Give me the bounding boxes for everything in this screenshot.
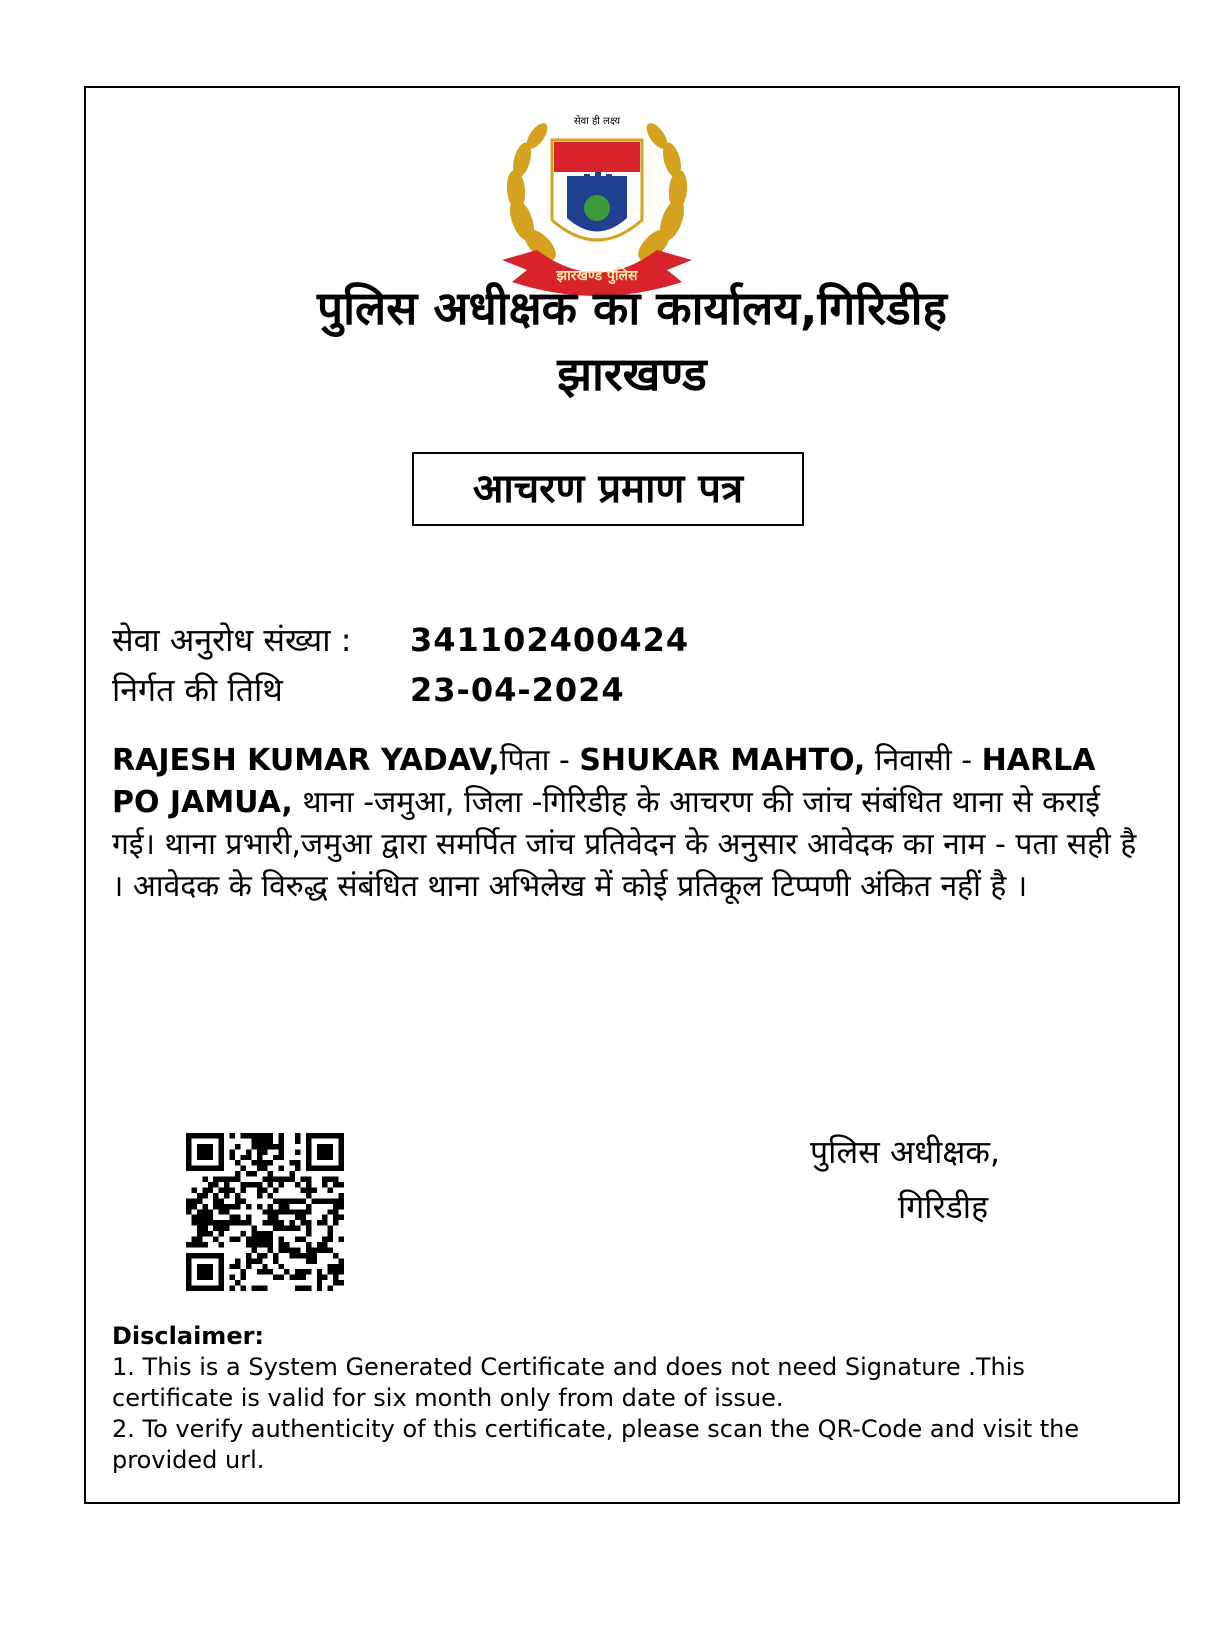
issue-date-label: निर्गत की तिथि [112,671,283,709]
father-name: SHUKAR MAHTO, [579,743,866,778]
emblem-motto: सेवा ही लक्ष्य [573,116,621,127]
issue-date-value: 23-04-2024 [410,671,625,709]
disclaimer-item-1: 1. This is a System Generated Certificate and does not need Signature .This certificate is valid for six month only from date of issue. [112,1353,1025,1412]
qr-code[interactable] [186,1133,344,1291]
state-heading: झारखण्ड [557,347,707,401]
disclaimer-text [112,1352,1132,1476]
applicant-address: HARLA PO JAMUA, [112,743,1096,820]
office-heading: पुलिस अधीक्षक का कार्यालय,गिरिडीह [317,281,947,335]
signatory-place: गिरिडीह [898,1188,989,1226]
signatory-designation: पुलिस अधीक्षक, [810,1133,1001,1171]
emblem-ribbon-text: झारखण्ड पुलिस [556,268,638,284]
father-label: पिता - [499,743,580,778]
disclaimer-item-2: 2. To verify authenticity of this certificate, please scan the QR-Code and visit the provided url. [112,1415,1080,1474]
certificate-title: आचरण प्रमाण पत्र [412,452,804,526]
jharkhand-police-emblem [492,110,702,300]
disclaimer-title: Disclaimer: [112,1322,265,1350]
certificate-body [112,740,1142,908]
body-rest-text: थाना -जमुआ, जिला -गिरिडीह के आचरण की जांच संबंधित थाना से कराई गई। थाना प्रभारी,जमुआ द्वारा समर्पित जांच प्रतिवेदन के अनुसार आवेदक का नाम - पता सही है । आवेदक के विरुद्ध संबंधित थाना अभिलेख में कोई प्रतिकूल टिप्पणी अंकित नहीं है । [112,785,1137,904]
issue-date-row [112,668,812,712]
request-number-value: 341102400424 [410,621,690,659]
applicant-name: RAJESH KUMAR YADAV, [112,743,500,778]
request-number-label: सेवा अनुरोध संख्या : [112,621,352,659]
request-number-row [112,618,812,662]
resident-label: निवासी - [865,743,973,778]
